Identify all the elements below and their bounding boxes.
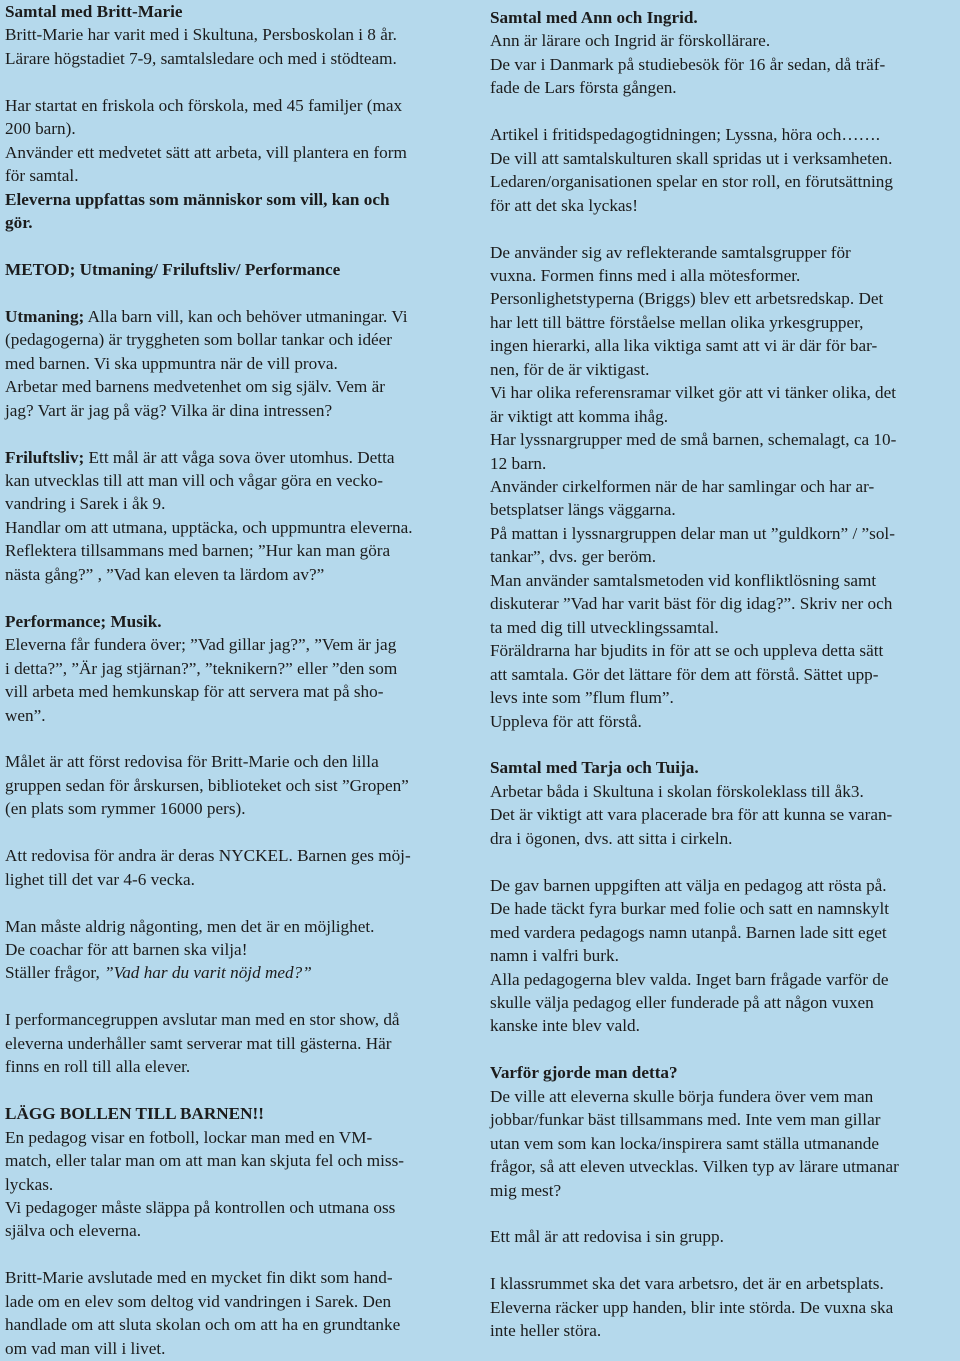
right-column <box>490 6 956 1343</box>
spacer <box>5 891 475 914</box>
heading-varfor: Varför gjorde man detta? <box>490 1063 678 1083</box>
paragraph-intro: Britt-Marie har varit med i Skultuna, Persboskolan i 8 år. Lärare högstadiet 7-9, samtalsledare och med i stödteam. <box>5 25 397 68</box>
spacer <box>490 1249 956 1272</box>
spacer <box>490 217 956 240</box>
spacer <box>5 235 475 258</box>
spacer <box>5 1243 475 1266</box>
paragraph-malet: Målet är att först redovisa för Britt-Marie och den lilla gruppen sedan för årskursen, biblioteket och sist ”Gropen” (en plats som rymmer 16000 pers). <box>5 752 409 819</box>
spacer <box>5 821 475 844</box>
paragraph-utmaning <box>5 305 475 422</box>
quote-nojd: ”Vad har du varit nöjd med?” <box>104 963 312 983</box>
paragraph-reflekterande: De använder sig av reflekterande samtalsgrupper för vuxna. Formen finns med i alla mötesformer. Personlighetstyperna (Briggs) blev ett arbetsredskap. Det har lett till bättre förståelse mellan olika yrkesgrupper, ingen hierarki, alla lika viktiga samt att vi är där för bar- nen, för de är viktigast. Vi har olika referensramar vilket gör att vi tänker olika, det är viktigt att komma ihåg. Har lyssnargrupper med de små barnen, schemalagt, ca 10- 12 barn. Använder cirkelformen när de har samlingar och har ar- betsplatser längs väggarna. På mattan i lyssnargruppen delar man ut ”guldkorn” / ”sol- tankar”, dvs. ger beröm. Man använder samtalsmetoden vid konfliktlösning samt diskuterar ”Vad har varit bäst för dig idag?”. Skriv ner och ta med dig till utvecklingssamtal. Föräldrarna har bjudits in för att se och uppleva detta sätt att samtala. Gör det lättare för dem att förstå. Sättet upp- levs inte som ”flum flum”. Uppleva för att förstå. <box>490 242 897 731</box>
paragraph-uppgift: De gav barnen uppgiften att välja en pedagog att rösta på. De hade täckt fyra burkar med folie och satt en namnskylt med vardera pedagogs namn utanpå. Barnen lade sitt eget namn i valfri burk. Alla pedagogerna blev valda. Inget barn frågade varför de skulle välja pedagog eller funderade på att någon vuxen kanske inte blev vald. <box>490 875 889 1036</box>
section-title-britt-marie: Samtal med Britt-Marie <box>5 2 183 21</box>
paragraph-friluftsliv <box>5 446 475 587</box>
paragraph-dikt: Britt-Marie avslutade med en mycket fin dikt som hand- lade om en elev som deltog vid vandringen i Sarek. Den handlade om att sluta skolan och om att ha en grundtanke om vad man vill i livet. <box>5 1268 401 1358</box>
section-title-tarja-tuija: Samtal med Tarja och Tuija. <box>490 758 699 778</box>
paragraph-staller <box>5 961 475 984</box>
paragraph-klassrum: I klassrummet ska det vara arbetsro, det är en arbetsplats. Eleverna räcker upp handen, blir inte störda. De vuxna ska inte heller störa. <box>490 1274 894 1341</box>
spacer <box>5 422 475 445</box>
spacer <box>5 586 475 609</box>
label-utmaning: Utmaning; <box>5 306 85 326</box>
spacer <box>5 70 475 93</box>
spacer <box>5 985 475 1008</box>
label-performance: Performance; Musik. <box>5 611 162 631</box>
text-friluftsliv: Ett mål är att våga sova över utomhus. Detta kan utvecklas till att man vill och vågar göra en vecko- vandring i Sarek i åk 9. Handlar om att utmana, upptäcka, och uppmuntra eleverna. Reflektera tillsammans med barnen; ”Hur kan man göra nästa gång?” , ”Vad kan eleven ta lärdom av?” <box>5 447 413 584</box>
heading-metod: METOD; Utmaning/ Friluftsliv/ Performance <box>5 259 341 279</box>
paragraph-nyckel: Att redovisa för andra är deras NYCKEL. Barnen ges möj- lighet till det var 4-6 vecka. <box>5 846 411 889</box>
paragraph-friskola: Har startat en friskola och förskola, med 45 familjer (max 200 barn). Använder ett medvetet sätt att arbeta, vill plantera en form för samtal. <box>5 95 407 186</box>
spacer <box>5 281 475 304</box>
paragraph-performance: Eleverna får fundera över; ”Vad gillar jag?”, ”Vem är jag i detta?”, ”Är jag stjärnan?”, ”teknikern?” eller ”den som vill arbeta med hemkunskap för att servera mat på sho- wen”. <box>5 635 398 725</box>
spacer <box>490 1038 956 1061</box>
left-column <box>5 0 475 1360</box>
section-title-ann-ingrid: Samtal med Ann och Ingrid. <box>490 8 698 27</box>
paragraph-varfor: De ville att eleverna skulle börja fundera över vem man jobbar/funkar bäst tillsammans med. Inte vem man gillar utan vem som kan locka/inspirera samt ställa utmanande frågor, så att eleven utvecklas. Vilken typ av lärare utmanar mig mest? <box>490 1086 899 1200</box>
spacer <box>490 850 956 873</box>
spacer <box>490 100 956 123</box>
paragraph-show: I performancegruppen avslutar man med en stor show, då eleverna underhåller samt serverar mat till gästerna. Här finns en roll till alla elever. <box>5 1010 400 1077</box>
label-friluftsliv: Friluftsliv; <box>5 447 85 467</box>
text-utmaning: Alla barn vill, kan och behöver utmaningar. Vi (pedagogerna) är tryggheten som bollar tankar och idéer med barnen. Vi ska uppmuntra när de vill prova. Arbetar med barnens medvetenhet om sig själv. Vem är jag? Vart är jag på väg? Vilka är dina intressen? <box>5 306 408 420</box>
spacer <box>5 1079 475 1102</box>
heading-lagg-bollen: LÄGG BOLLEN TILL BARNEN!! <box>5 1104 264 1124</box>
paragraph-eleverna-bold: Eleverna uppfattas som människor som vill, kan och gör. <box>5 189 390 233</box>
paragraph-mojlighet: Man måste aldrig någonting, men det är en möjlighet. De coachar för att barnen ska vilja! <box>5 916 375 959</box>
spacer <box>5 727 475 750</box>
paragraph-artikel: Artikel i fritidspedagogtidningen; Lyssna, höra och……. De vill att samtalskulturen skall spridas ut i verksamheten. Ledaren/organisationen spelar en stor roll, en förutsättning för att det ska lyckas! <box>490 125 893 215</box>
spacer <box>490 733 956 756</box>
paragraph-tarja: Arbetar båda i Skultuna i skolan förskoleklass till åk3. Det är viktigt att vara placerade bra för att kunna se varan- dra i ögonen, dvs. att sitta i cirkeln. <box>490 781 893 848</box>
spacer <box>490 1202 956 1225</box>
paragraph-bollen: En pedagog visar en fotboll, lockar man med en VM- match, eller talar man om att man kan skjuta fel och miss- lyckas. Vi pedagoger måste släppa på kontrollen och utmana oss själva och eleverna. <box>5 1127 405 1241</box>
text-staller: Ställer frågor, <box>5 963 105 983</box>
paragraph-mal: Ett mål är att redovisa i sin grupp. <box>490 1227 724 1247</box>
paragraph-ann: Ann är lärare och Ingrid är förskollärare. De var i Danmark på studiebesök för 16 år sedan, då träf- fade de Lars första gången. <box>490 31 886 98</box>
